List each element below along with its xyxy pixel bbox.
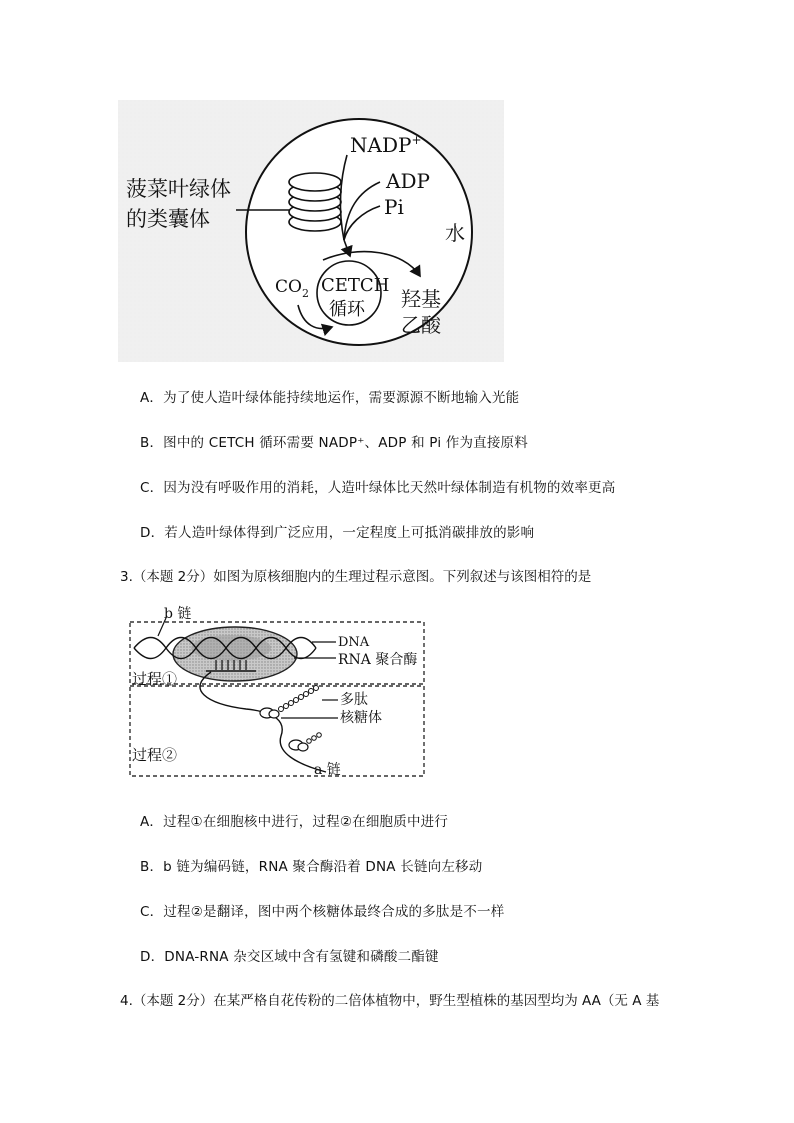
label-nadp: NADP+ [350,133,422,157]
q3-option-c: C．过程②是翻译，图中两个核糖体最终合成的多肽是不一样 [140,904,505,920]
q4-stem: 4.（本题 2分）在某严格自花传粉的二倍体植物中，野生型植株的基因型均为 AA（无 A 基 [120,993,660,1009]
svg-text:乙酸: 乙酸 [401,313,441,337]
figure-transcription-translation [126,604,430,782]
label-process-2: 过程② [132,746,178,764]
thylakoid-stack-icon [289,173,341,231]
q3-stem: 3.（本题 2分）如图为原核细胞内的生理过程示意图。下列叙述与该图相符的是 [120,569,592,585]
svg-text:的类囊体: 的类囊体 [126,207,210,231]
label-b-chain: b 链 [164,606,192,622]
label-product: 羟基 [401,287,441,311]
label-dna: DNA [338,635,370,650]
label-polypeptide: 多肽 [340,692,368,708]
label-pi: Pi [384,195,404,219]
label-cetch: CETCH [321,275,390,296]
q2-option-b: B．图中的 CETCH 循环需要 NADP⁺、ADP 和 Pi 作为直接原料 [140,435,528,451]
label-adp: ADP [386,169,430,193]
q3-option-b: B．b 链为编码链，RNA 聚合酶沿着 DNA 长链向左移动 [140,859,483,875]
figure-artificial-chloroplast [118,100,504,362]
label-cycle: 循环 [329,299,365,320]
label-a-chain: a 链 [314,762,341,778]
q3-option-d: D．DNA-RNA 杂交区域中含有氢键和磷酸二酯键 [140,949,439,965]
label-thylakoid: 菠菜叶绿体 [126,177,231,201]
q2-option-d: D．若人造叶绿体得到广泛应用，一定程度上可抵消碳排放的影响 [140,525,535,541]
polypeptide-chain [279,686,319,712]
label-process-1: 过程① [132,670,178,688]
label-ribosome: 核糖体 [340,710,382,726]
q2-option-a: A．为了使人造叶绿体能持续地运作，需要源源不断地输入光能 [140,390,520,406]
label-water: 水 [445,221,465,245]
label-rna-polymerase: RNA 聚合酶 [338,652,418,668]
q3-option-a: A．过程①在细胞核中进行，过程②在细胞质中进行 [140,814,449,830]
label-co2: $CO_2$ [275,277,309,300]
q2-option-c: C．因为没有呼吸作用的消耗，人造叶绿体比天然叶绿体制造有机物的效率更高 [140,480,616,496]
